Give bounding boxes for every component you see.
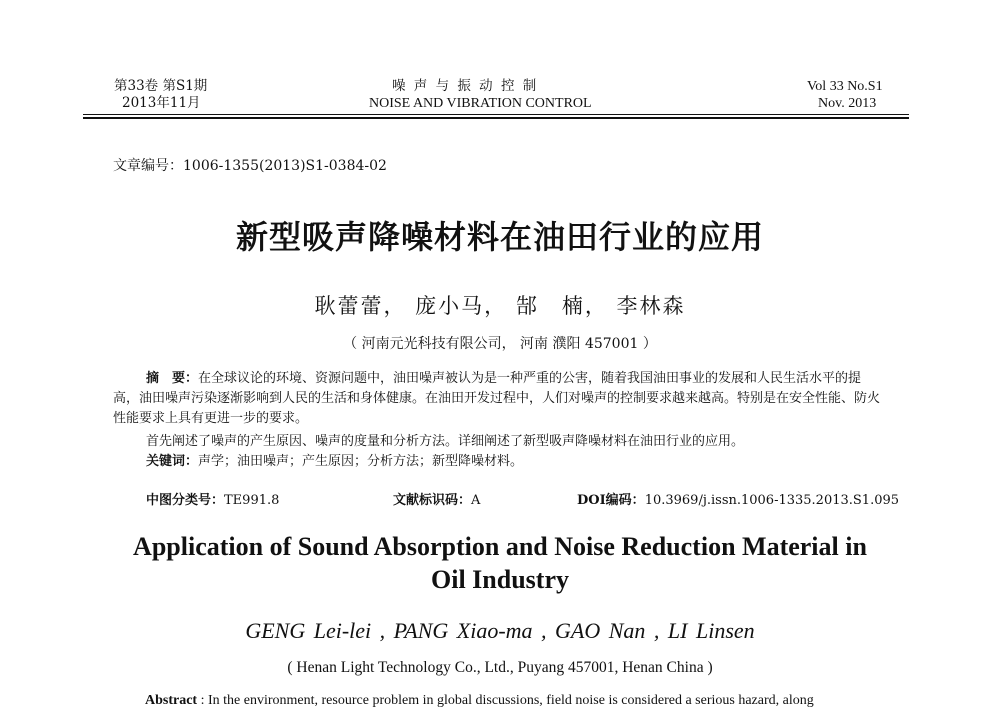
abstract-cn-text2: 首先阐述了噪声的产生原因、噪声的度量和分析方法。详细阐述了新型吸声降噪材料在油田行业的应用。 bbox=[146, 434, 745, 449]
header-rule-thin bbox=[83, 114, 909, 115]
paper-title-cn: 新型吸声降噪材料在油田行业的应用 bbox=[235, 218, 764, 256]
paper-title-en-line2: Oil Industry bbox=[431, 565, 569, 594]
article-number: 文章编号：1006-1355(2013)S1-0384-02 bbox=[113, 158, 387, 174]
keywords-label: 关键词： bbox=[146, 454, 199, 469]
journal-volume: 第33卷 第S1期 bbox=[114, 78, 208, 94]
clc-value: TE991.8 bbox=[224, 493, 280, 508]
authors-en: GENG Lei-lei , PANG Xiao-ma , GAO Nan , LI Linsen bbox=[245, 618, 755, 643]
abstract-cn-text: 在全球议论的环境、资源问题中，油田噪声被认为是一种严重的公害，随着我国油田事业的发展和人民生活水平的提高，油田噪声污染逐渐影响到人民的生活和身体健康。在油田开发过程中，人们对噪声的控制要求越来越高。特别是在安全性能、防火性能要求上具有更进一步的要求。 bbox=[113, 371, 881, 426]
keywords: 声学；油田噪声；产生原因；分析方法；新型降噪材料。 bbox=[198, 454, 524, 469]
abstract-en-text: : In the environment, resource problem in global discussions, field noise is considered a serious hazard, along bbox=[197, 693, 814, 708]
header-rule-thick bbox=[83, 117, 909, 119]
journal-name-cn: 噪 声 与 振 动 控 制 bbox=[392, 78, 539, 94]
affiliation-cn: （ 河南元光科技有限公司， 河南 濮阳 457001 ） bbox=[343, 336, 657, 352]
abstract-cn bbox=[113, 369, 887, 472]
journal-date-cn: 2013年11月 bbox=[122, 95, 201, 111]
document-code bbox=[393, 489, 480, 508]
doi-value: 10.3969/j.issn.1006-1335.2013.S1.095 bbox=[644, 493, 900, 508]
doc-code-label: 文献标识码： bbox=[393, 493, 472, 508]
abstract-en bbox=[145, 693, 814, 709]
affiliation-en: ( Henan Light Technology Co., Ltd., Puyang 457001, Henan China ) bbox=[287, 659, 713, 676]
journal-name-en: NOISE AND VIBRATION CONTROL bbox=[369, 96, 592, 111]
journal-date-en: Nov. 2013 bbox=[818, 96, 877, 111]
abstract-en-label: Abstract bbox=[145, 693, 198, 708]
abstract-cn-label: 摘 要： bbox=[146, 371, 199, 386]
doc-code-value: A bbox=[471, 493, 481, 508]
paper-title-en-line1: Application of Sound Absorption and Noise Reduction Material in bbox=[133, 532, 867, 561]
clc-label: 中图分类号： bbox=[146, 493, 225, 508]
authors-cn: 耿蕾蕾， 庞小马， 郜 楠， 李林森 bbox=[314, 294, 686, 318]
doi bbox=[577, 489, 899, 508]
clc-number bbox=[146, 489, 279, 508]
journal-volume-en: Vol 33 No.S1 bbox=[807, 79, 883, 94]
paper-title-en bbox=[0, 530, 1000, 596]
doi-label: DOI编码： bbox=[577, 493, 645, 508]
